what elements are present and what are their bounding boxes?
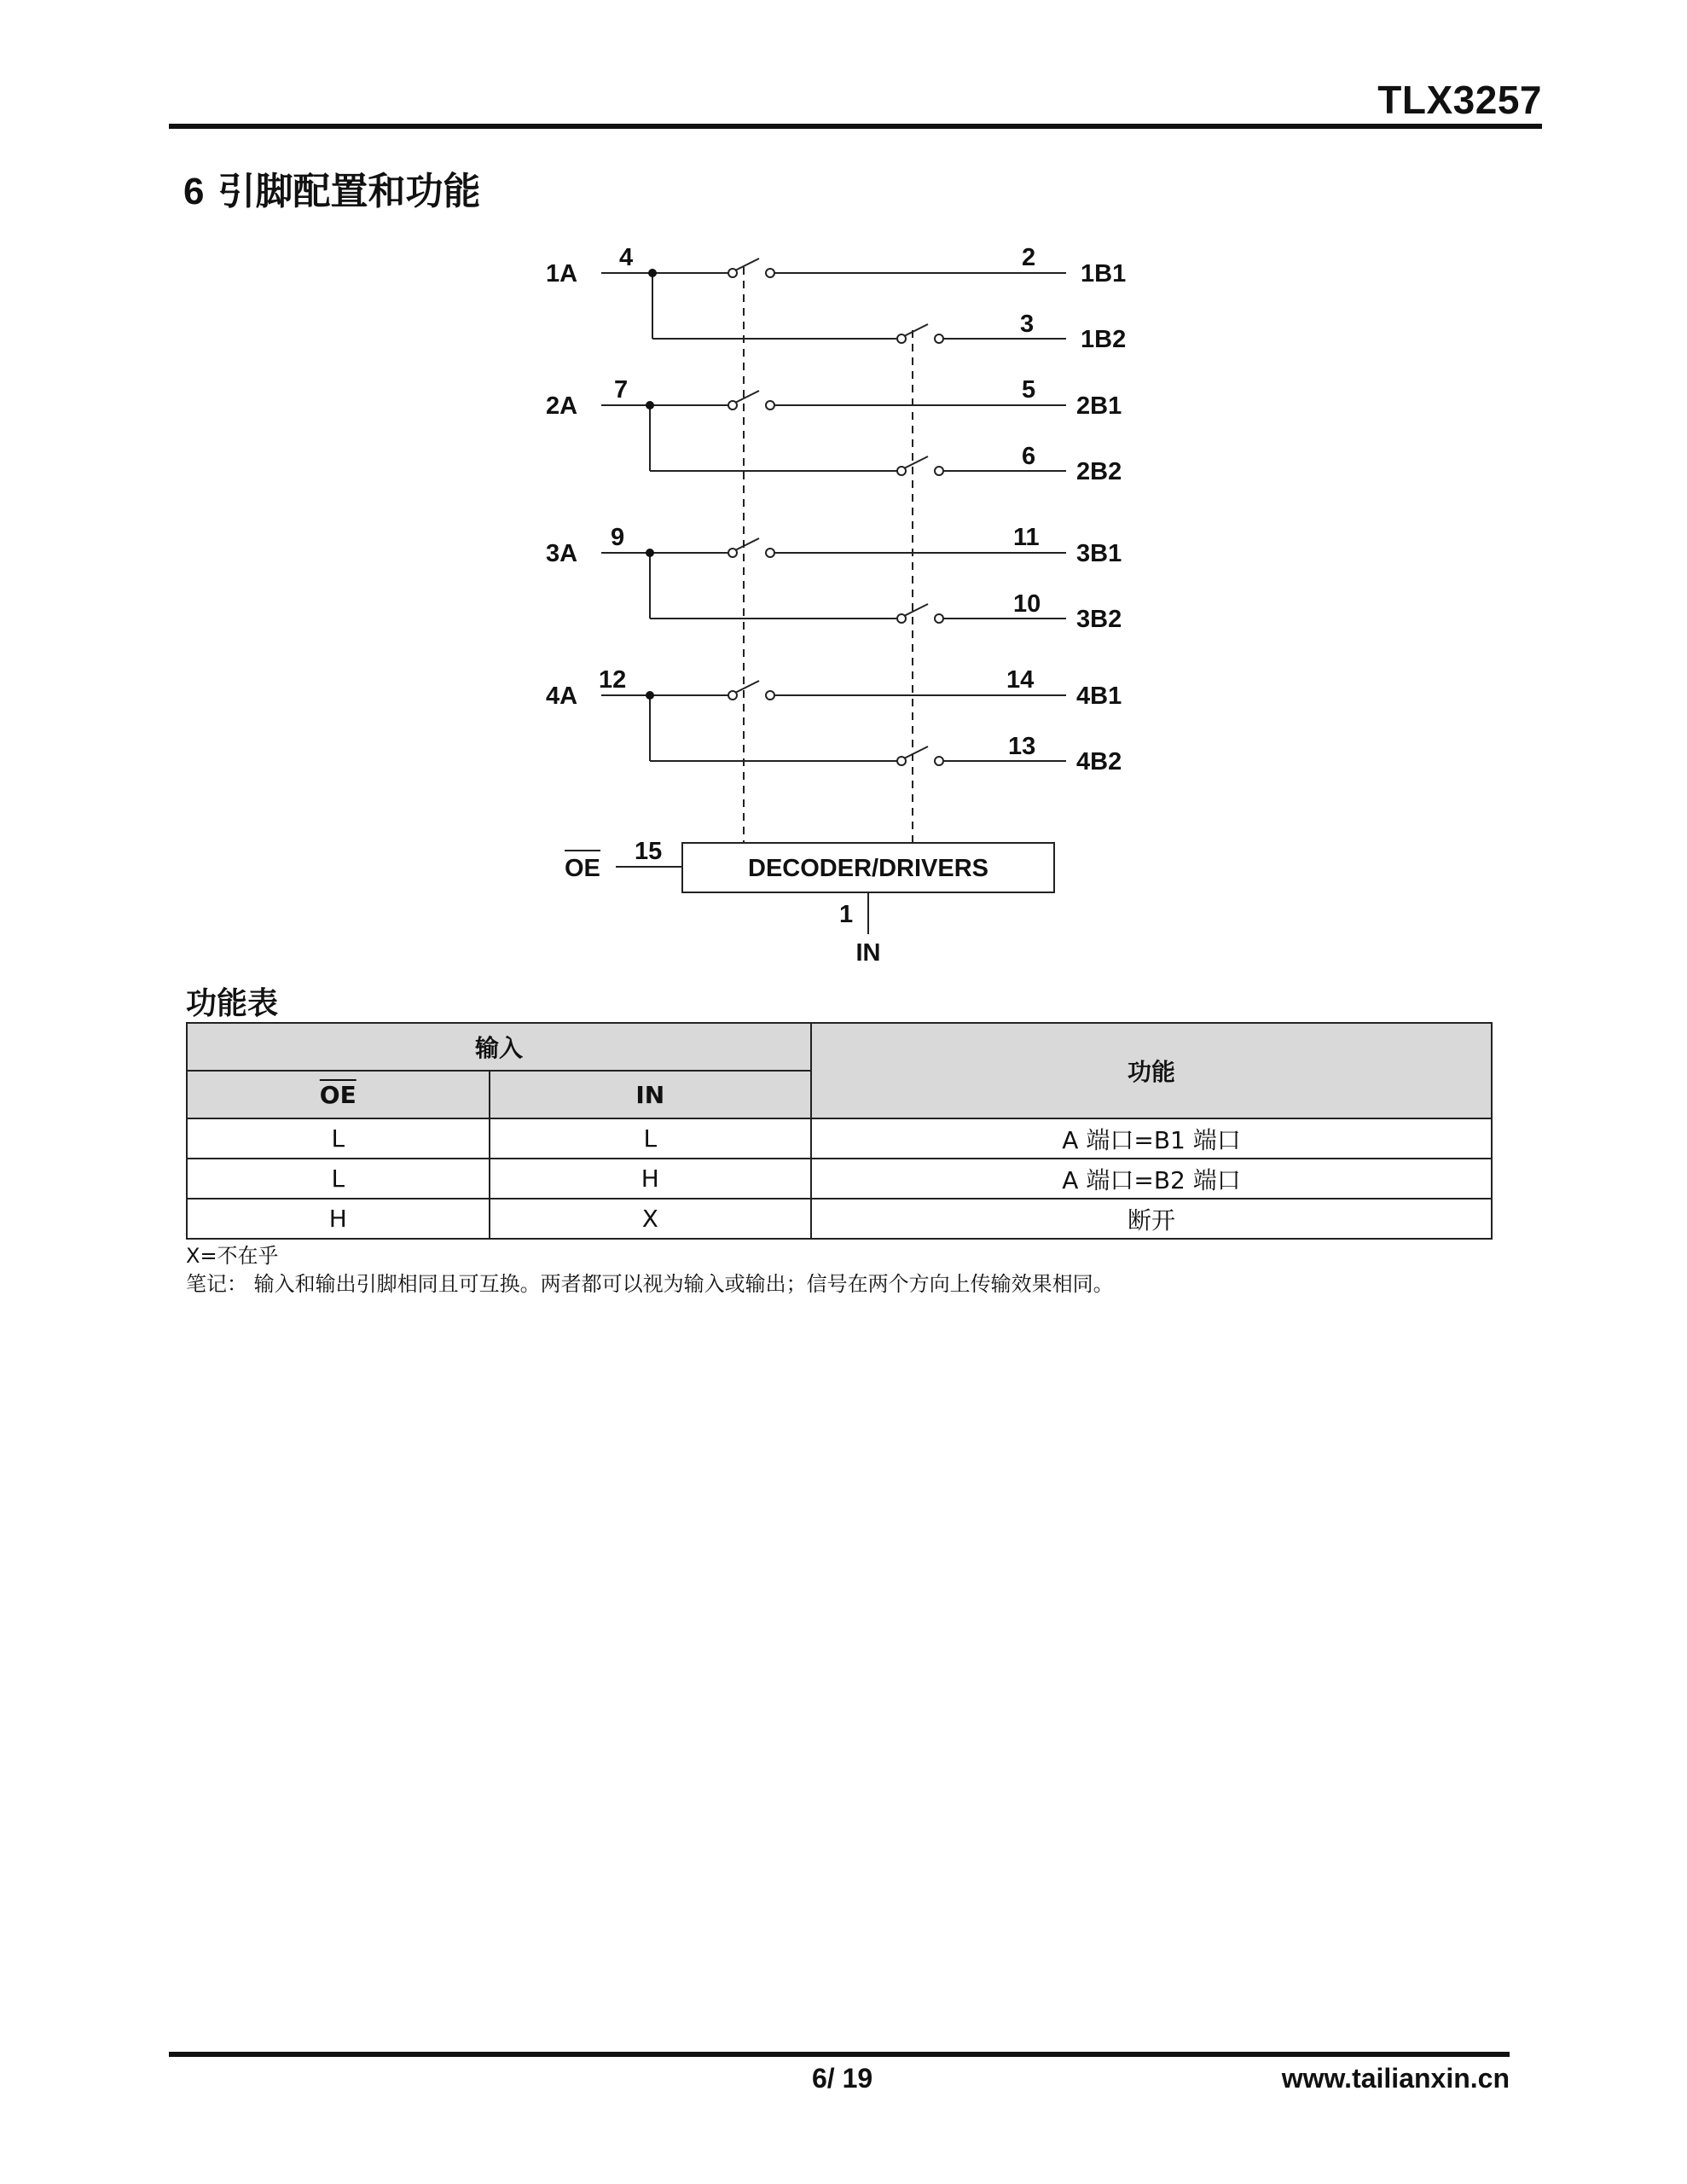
b2-label-2: 2B2 [1076, 458, 1122, 485]
b2-pin-3: 10 [1013, 590, 1041, 618]
oe-label: OE [565, 855, 600, 882]
cell-in: X [490, 1199, 812, 1239]
header-function: 功能 [811, 1023, 1492, 1118]
decoder-label: DECODER/DRIVERS [748, 855, 988, 882]
a-label-4: 4A [546, 682, 578, 710]
channel-3 [601, 538, 1066, 623]
table-row [187, 1199, 1492, 1239]
table-row [187, 1159, 1492, 1199]
a-pin-1: 4 [619, 244, 634, 271]
section-title-text: 引脚配置和功能 [217, 171, 481, 212]
a-label-3: 3A [546, 540, 578, 567]
b2-label-1: 1B2 [1081, 326, 1127, 353]
b2-label-3: 3B2 [1076, 606, 1122, 633]
cell-oe: H [187, 1199, 490, 1239]
b1-label-3: 3B1 [1076, 540, 1122, 567]
b1-pin-4: 14 [1006, 666, 1035, 694]
in-label: IN [855, 939, 881, 967]
section-number: 6 [183, 171, 205, 212]
function-table [186, 1022, 1493, 1240]
channel-2 [601, 391, 1066, 475]
table-note: 笔记： 输入和输出引脚相同且可互换。两者都可以视为输入或输出；信号在两个方向上传输效果相同。 [186, 1272, 1114, 1296]
channel-1 [601, 258, 1066, 343]
cell-function: 断开 [811, 1199, 1492, 1239]
a-label-1: 1A [546, 260, 578, 288]
section-title [183, 160, 480, 215]
cell-function: A 端口=B2 端口 [811, 1159, 1492, 1199]
b1-label-1: 1B1 [1081, 260, 1127, 288]
table-row [187, 1118, 1492, 1159]
cell-oe: L [187, 1159, 490, 1199]
header-rule [169, 124, 1542, 129]
oe-pin: 15 [635, 838, 663, 865]
b1-pin-1: 2 [1022, 244, 1036, 271]
channel-4 [601, 681, 1066, 765]
pin-configuration-diagram [512, 235, 1160, 977]
part-number: TLX3257 [1377, 78, 1542, 122]
in-pin: 1 [839, 901, 854, 928]
a-label-2: 2A [546, 392, 578, 420]
website-link[interactable]: www.tailianxin.cn [1281, 2063, 1510, 2094]
a-pin-2: 7 [614, 376, 629, 404]
b2-label-4: 4B2 [1076, 748, 1122, 775]
header-input: 输入 [187, 1023, 811, 1071]
cell-oe: L [187, 1118, 490, 1159]
b1-pin-3: 11 [1013, 524, 1040, 551]
page-number: 6/ 19 [812, 2063, 873, 2094]
cell-in: L [490, 1118, 812, 1159]
a-pin-3: 9 [611, 524, 625, 551]
b2-pin-2: 6 [1022, 443, 1036, 470]
header-oe [187, 1071, 490, 1118]
table-legend: X=不在乎 [186, 1244, 279, 1268]
b1-label-2: 2B1 [1076, 392, 1122, 420]
b2-pin-1: 3 [1020, 311, 1035, 338]
footer-rule [169, 2052, 1510, 2057]
b2-pin-4: 13 [1008, 733, 1036, 760]
header-in: IN [490, 1071, 812, 1118]
cell-function: A 端口=B1 端口 [811, 1118, 1492, 1159]
header-oe-text: $\overline{OE}$ [319, 1080, 357, 1109]
function-table-title: 功能表 [186, 985, 279, 1020]
a-pin-4: 12 [599, 666, 627, 694]
b1-label-4: 4B1 [1076, 682, 1122, 710]
b1-pin-2: 5 [1022, 376, 1036, 404]
cell-in: H [490, 1159, 812, 1199]
